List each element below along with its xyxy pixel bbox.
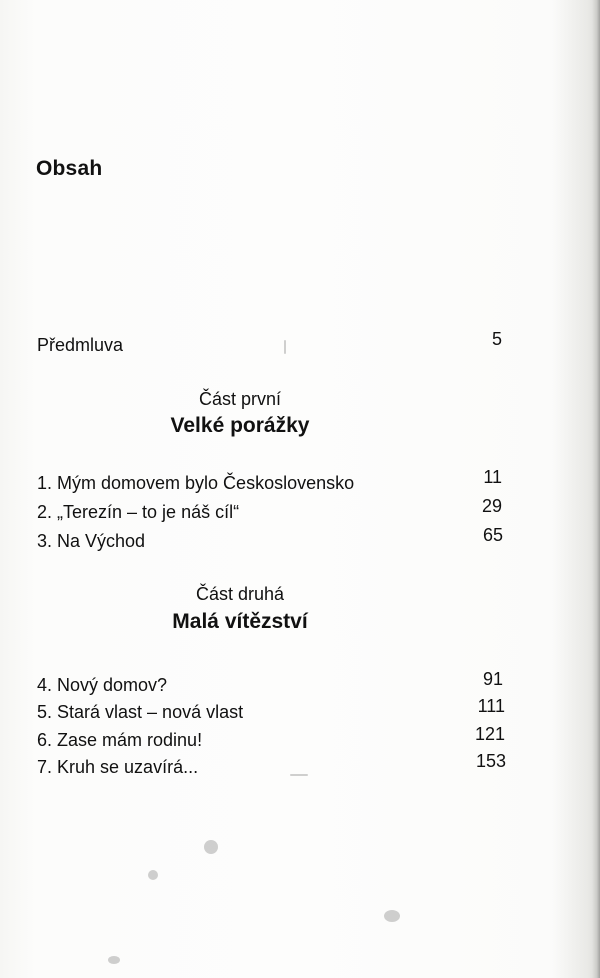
toc-page-chapter-3: 65 [482,525,503,545]
toc-entry-chapter-2: 2. „Terezín – to je náš cíl“ [37,502,240,522]
toc-entry-chapter-7: 7. Kruh se uzavírá... [37,757,199,777]
part-2-label: Část druhá [195,584,285,604]
toc-page-chapter-1: 11 [483,467,502,487]
toc-page-chapter-7: 153 [475,751,506,771]
toc-entry-chapter-3: 3. Na Východ [37,531,146,551]
toc-page-chapter-2: 29 [481,496,502,516]
paper-mark [384,910,400,922]
toc-page-chapter-4: 91 [482,669,503,689]
paper-mark [290,774,308,776]
contents-heading: Obsah [36,157,103,180]
toc-entry-chapter-4: 4. Nový domov? [37,675,168,695]
part-2-title: Malá vítězství [172,610,308,633]
toc-page-preface: 5 [491,329,502,349]
part-1-title: Velké porážky [170,414,310,437]
page-edge-shadow [592,0,600,978]
paper-mark [108,956,120,964]
part-1-label: Část první [198,389,282,409]
toc-entry-chapter-5: 5. Stará vlast – nová vlast [37,702,244,722]
paper-mark [284,340,286,354]
toc-entry-chapter-6: 6. Zase mám rodinu! [37,730,203,750]
paper-mark [204,840,218,854]
toc-page-chapter-5: 111 [477,696,505,716]
toc-page-chapter-6: 121 [474,724,505,744]
toc-entry-preface: Předmluva [37,335,124,355]
paper-mark [148,870,158,880]
toc-entry-chapter-1: 1. Mým domovem bylo Československo [37,473,355,493]
